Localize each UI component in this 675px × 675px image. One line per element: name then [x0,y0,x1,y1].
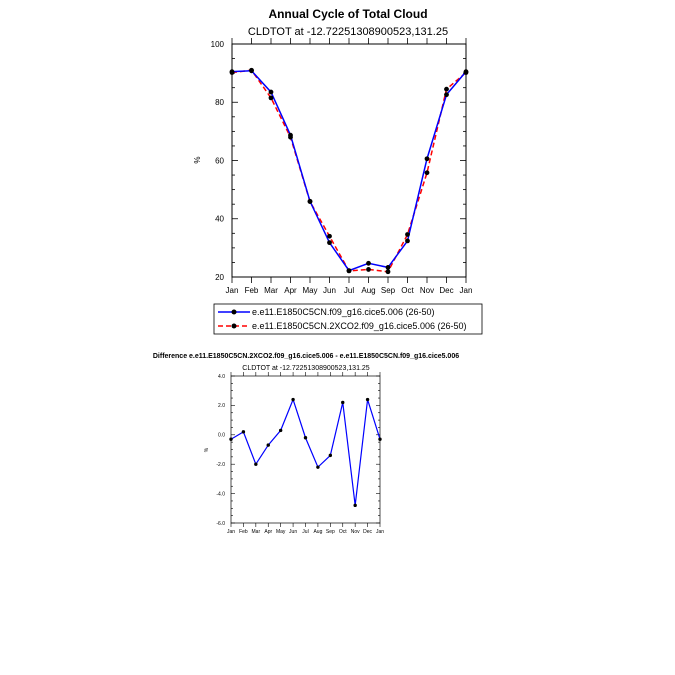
main-chart-xtick-label: Jan [225,286,239,295]
main-chart-series-1-point [347,268,352,273]
legend-label-series-1: e.e11.E1850C5CN.f09_g16.cice5.006 (26-50) [252,307,435,317]
main-chart-series-1-point [464,69,469,74]
diff-chart-xtick-label: Jan [375,529,385,535]
main-chart-series-2-point [444,87,449,92]
main-chart-subtitle: CLDTOT at -12.72251308900523,131.25 [247,26,449,38]
main-chart-xtick-label: Dec [439,286,454,295]
main-chart-xtick-label: Jan [459,286,473,295]
diff-chart-series-1-point [304,436,307,439]
legend-marker-series-2 [232,324,237,329]
main-chart-series-1-point [386,265,391,270]
main-chart-series-1-point [366,261,371,266]
diff-chart-ylabel: % [204,447,210,453]
diff-chart-series-1-point [353,504,356,507]
diff-chart-series-1-line [231,400,380,506]
main-chart-series-1-point [405,238,410,243]
main-chart-plot-frame [232,44,466,277]
diff-chart-series-1-point [279,429,282,432]
diff-chart [216,372,384,535]
main-chart-xtick-label: Aug [361,286,376,295]
diff-chart-series-1-point [267,443,270,446]
main-chart-series-1-point [288,133,293,138]
diff-chart-xtick-label: Jul [302,529,309,535]
diff-chart-xtick-label: Nov [350,529,360,535]
main-chart-xtick-label: Oct [401,286,414,295]
main-chart-series-2-point [425,170,430,175]
diff-chart-ytick-label: 2.0 [218,403,225,410]
diff-chart-plot-frame [231,376,380,523]
main-chart-xtick-label: May [302,286,318,295]
main-chart-series-2-point [386,269,391,274]
main-chart-xtick-label: Sep [380,286,396,295]
main-chart-xtick-label: Jul [343,286,355,295]
diff-chart-title: Difference e.e11.E1850C5CN.2XCO2.f09_g16.cice5.006 - e.e11.E1850C5CN.f09_g16.cice5.006 [152,353,460,360]
main-chart-xtick-label: Apr [284,286,297,295]
main-chart-ytick-label: 40 [215,214,224,224]
main-chart-legend [214,304,482,334]
diff-chart-xtick-label: Oct [338,529,347,535]
diff-chart-series-1-point [378,438,381,441]
main-chart-ytick-label: 60 [215,156,224,166]
diff-chart-series-1-point [366,398,369,401]
main-chart-series-1-point [269,90,274,95]
diff-chart-xtick-label: Sep [325,529,335,535]
main-chart-series-2-point [405,232,410,237]
main-chart-series-1-line [232,71,466,271]
diff-chart-xtick-label: May [275,529,286,535]
diff-chart-ytick-label: -6.0 [216,520,225,527]
main-chart-xtick-label: Feb [244,286,259,295]
legend-marker-series-1 [232,310,237,315]
diff-chart-series-1-point [316,465,319,468]
main-chart-series-1-point [444,92,449,97]
legend-label-series-2: e.e11.E1850C5CN.2XCO2.f09_g16.cice5.006 (26-50) [252,321,467,331]
main-chart-xtick-label: Jun [323,286,336,295]
diff-chart-xtick-label: Dec [363,529,373,535]
main-chart-xtick-label: Mar [264,286,278,295]
diff-chart-ytick-label: -4.0 [216,491,225,498]
main-chart [211,38,473,295]
diff-chart-xtick-label: Apr [264,529,273,535]
diff-chart-subtitle: CLDTOT at -12.72251308900523,131.25 [242,365,370,372]
diff-chart-xtick-label: Aug [313,529,323,535]
main-chart-ytick-label: 100 [210,39,224,49]
main-chart-series-1-point [327,240,332,245]
diff-chart-xtick-label: Jun [289,529,298,535]
diff-chart-series-1-point [254,463,257,466]
main-chart-series-2-point [366,267,371,272]
main-chart-series-1-point [230,69,235,74]
main-chart-series-1-point [249,68,254,73]
diff-chart-xtick-label: Jan [226,529,236,535]
diff-chart-ytick-label: -2.0 [216,461,225,468]
main-chart-series-2-point [327,234,332,239]
diff-chart-xtick-label: Mar [251,529,261,535]
main-chart-series-2-point [269,95,274,100]
diff-chart-series-1-point [329,454,332,457]
main-chart-ylabel: % [193,156,202,164]
main-chart-series-1-point [308,199,313,204]
diff-chart-series-1-point [341,401,344,404]
diff-chart-ytick-label: 4.0 [218,373,225,380]
main-chart-xtick-label: Nov [419,286,435,295]
main-chart-ytick-label: 80 [215,98,224,108]
main-chart-title: Annual Cycle of Total Cloud [268,7,428,21]
diff-chart-ytick-label: 0.0 [218,432,225,439]
diff-chart-series-1-point [242,430,245,433]
main-chart-series-1-point [425,156,430,161]
diff-chart-series-1-point [229,438,232,441]
diff-chart-xtick-label: Feb [239,529,248,535]
main-chart-ytick-label: 20 [215,272,224,282]
main-chart-series-2-line [232,70,466,272]
diff-chart-series-1-point [291,398,294,401]
